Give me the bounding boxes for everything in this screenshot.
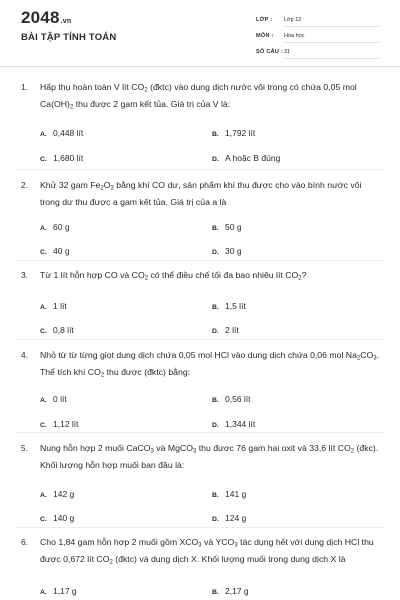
text-run: 1,5 lít <box>225 301 246 311</box>
text-run: 1,344 lít <box>225 419 256 429</box>
text-run: 30 g <box>225 246 242 256</box>
subscript: 2 <box>69 104 74 111</box>
question-divider <box>17 432 383 433</box>
answer-option-a[interactable] <box>40 222 70 232</box>
option-letter: D. <box>212 516 219 523</box>
answer-option-b[interactable] <box>212 128 255 138</box>
subscript: 3 <box>192 448 197 455</box>
option-letter: B. <box>212 492 219 499</box>
subscript: 2 <box>100 185 104 192</box>
text-run: tác dụng hết với dung dịch HCl thu được 0,672 lít CO <box>40 537 374 564</box>
subscript: 3 <box>234 542 238 549</box>
option-letter: C. <box>40 249 47 256</box>
option-text <box>53 586 77 596</box>
option-text <box>53 222 70 232</box>
option-text <box>225 246 242 256</box>
text-run: (đkc). Khối lượng hỗn hợp muối ban đầu là: <box>40 443 379 470</box>
subscript: 3 <box>110 185 114 192</box>
text-run: 2 lít <box>225 325 239 335</box>
site-logo[interactable] <box>21 8 71 28</box>
text-run: 140 g <box>53 513 75 523</box>
answer-option-b[interactable] <box>212 301 246 311</box>
answer-option-a[interactable] <box>40 301 67 311</box>
question-number: 2. <box>21 180 28 190</box>
answer-option-c[interactable] <box>40 419 79 429</box>
question-text <box>40 347 380 381</box>
option-text <box>53 246 70 256</box>
question-number: 4. <box>21 350 28 360</box>
text-run: bằng khí CO dư, sản phẩm khí thu được cho vào bình nước vôi trong dư thu được a gam kết tủa. Giá trị của a là <box>40 180 362 207</box>
answer-option-a[interactable] <box>40 394 67 404</box>
option-letter: C. <box>40 328 47 335</box>
text-run: và MgCO <box>153 443 193 453</box>
text-run: thu được 76 gam hai oxit và 33,6 lít CO <box>196 443 351 453</box>
option-text <box>53 513 74 523</box>
document-title: BÀI TẬP TÍNH TOÁN <box>21 32 117 43</box>
question-text <box>40 79 380 113</box>
option-letter: C. <box>40 156 47 163</box>
text-run: 1,12 lít <box>53 419 79 429</box>
meta-row-subject <box>256 30 380 46</box>
document-header <box>0 0 400 66</box>
option-text <box>225 222 242 232</box>
text-run: 60 g <box>53 222 70 232</box>
answer-option-a[interactable] <box>40 128 83 138</box>
option-letter: B. <box>212 304 219 311</box>
answer-option-b[interactable] <box>212 586 249 596</box>
answer-option-d[interactable] <box>212 325 239 335</box>
option-letter: A. <box>40 131 47 138</box>
meta-row-count <box>256 46 380 62</box>
subscript: 2 <box>109 559 113 566</box>
question-number: 3. <box>21 270 28 280</box>
subscript: 3 <box>150 448 154 455</box>
question-divider <box>17 527 383 528</box>
text-run: . Thể tích khí CO <box>40 350 380 377</box>
answer-option-c[interactable] <box>40 246 70 256</box>
answer-option-a[interactable] <box>40 489 74 499</box>
option-text <box>225 301 246 311</box>
text-run: thu được (đktc) bằng: <box>104 367 191 377</box>
option-text <box>225 586 249 596</box>
option-text <box>225 153 280 163</box>
question-divider <box>17 260 383 261</box>
header-divider <box>0 66 400 67</box>
option-letter: D. <box>212 156 219 163</box>
text-run: 1,792 lít <box>225 128 256 138</box>
option-letter: D. <box>212 328 219 335</box>
text-run: Cho 1,84 gam hỗn hợp 2 muối gồm XCO <box>40 537 199 547</box>
logo-suffix: .vn <box>60 18 72 25</box>
option-letter: B. <box>212 397 219 404</box>
question-text <box>40 534 380 568</box>
meta-underline <box>283 58 380 59</box>
subscript: 2 <box>100 372 105 379</box>
answer-option-b[interactable] <box>212 394 251 404</box>
meta-value: 31 <box>284 49 291 55</box>
text-run: 1,680 lít <box>53 153 84 163</box>
option-text <box>53 128 83 138</box>
meta-value: Hóa học <box>284 33 305 39</box>
text-run: 0,56 lít <box>225 394 251 404</box>
subscript: 3 <box>373 355 377 362</box>
option-text <box>53 394 67 404</box>
text-run: 40 g <box>53 246 70 256</box>
text-run: Nhỏ từ từ từng giọt dung dịch chứa 0,05 mol HCl vào dung dịch chứa 0,06 mol Na <box>40 350 357 360</box>
subscript: 2 <box>144 87 148 94</box>
text-run: ? <box>301 270 307 280</box>
option-text <box>225 489 246 499</box>
text-run: Khử 32 gam Fe <box>40 180 101 190</box>
subscript: 3 <box>198 542 202 549</box>
meta-row-class <box>256 14 380 30</box>
answer-option-d[interactable] <box>212 419 255 429</box>
option-letter: B. <box>212 131 219 138</box>
option-text <box>225 325 239 335</box>
option-letter: D. <box>212 249 219 256</box>
option-text <box>225 419 255 429</box>
answer-option-c[interactable] <box>40 513 74 523</box>
question-text <box>40 177 380 211</box>
option-letter: A. <box>40 304 47 311</box>
question-text <box>40 267 380 284</box>
text-run: 2,17 g <box>225 586 249 596</box>
answer-option-b[interactable] <box>212 222 242 232</box>
option-text <box>53 325 74 335</box>
option-text <box>53 419 79 429</box>
text-run: A hoặc B đúng <box>225 153 281 163</box>
text-run: 1 lít <box>53 301 67 311</box>
meta-underline <box>283 42 380 43</box>
meta-key: LỚP : <box>256 17 273 23</box>
option-letter: B. <box>212 225 219 232</box>
text-run: 124 g <box>225 513 247 523</box>
answer-option-d[interactable] <box>212 246 242 256</box>
option-text <box>53 489 74 499</box>
question-divider <box>17 339 383 340</box>
option-letter: A. <box>40 589 47 596</box>
subscript: 2 <box>144 275 149 282</box>
text-run: 0,8 lít <box>53 325 74 335</box>
meta-value: Lớp 12 <box>284 17 302 23</box>
text-run: O <box>103 180 111 190</box>
logo-number: 2048 <box>21 8 60 27</box>
question-number: 1. <box>21 82 28 92</box>
text-run: 50 g <box>225 222 242 232</box>
meta-underline <box>283 26 380 27</box>
text-run: Từ 1 lít hỗn hợp CO và CO <box>40 270 145 280</box>
option-letter: D. <box>212 422 219 429</box>
text-run: có thể điều chế tối đa bao nhiêu lít CO <box>148 270 299 280</box>
subscript: 2 <box>298 275 302 282</box>
text-run: (đktc) vào dung dịch nước vôi trong có chứa 0,05 mol Ca(OH) <box>40 82 357 109</box>
answer-option-b[interactable] <box>212 489 246 499</box>
question-number: 6. <box>21 537 28 547</box>
option-letter: A. <box>40 225 47 232</box>
option-letter: A. <box>40 397 47 404</box>
question-number: 5. <box>21 443 28 453</box>
option-text <box>53 301 67 311</box>
question-text <box>40 440 380 474</box>
text-run: Hấp thụ hoàn toàn V lít CO <box>40 82 145 92</box>
text-run: 1,17 g <box>53 586 77 596</box>
option-text <box>225 128 255 138</box>
option-letter: A. <box>40 492 47 499</box>
answer-option-d[interactable] <box>212 153 280 163</box>
meta-key: SỐ CÂU : <box>256 49 284 55</box>
text-run: thu được 2 gam kết tủa. Giá trị của V là: <box>73 99 231 109</box>
answer-option-a[interactable] <box>40 586 77 596</box>
text-run: 142 g <box>53 489 75 499</box>
answer-option-c[interactable] <box>40 153 83 163</box>
document-meta <box>256 14 380 62</box>
meta-key: MÔN : <box>256 33 274 39</box>
option-letter: C. <box>40 422 47 429</box>
text-run: CO <box>360 350 374 360</box>
option-letter: B. <box>212 589 219 596</box>
text-run: 141 g <box>225 489 247 499</box>
text-run: (đktc) và dung dịch X. Khối lượng muối trong dung dịch X là <box>112 554 346 564</box>
option-letter: C. <box>40 516 47 523</box>
answer-option-d[interactable] <box>212 513 246 523</box>
text-run: 0 lít <box>53 394 67 404</box>
question-divider <box>17 169 383 170</box>
subscript: 2 <box>356 355 361 362</box>
text-run: và YCO <box>201 537 235 547</box>
text-run: Nung hỗn hợp 2 muối CaCO <box>40 443 151 453</box>
option-text <box>53 153 83 163</box>
option-text <box>225 513 246 523</box>
option-text <box>225 394 251 404</box>
text-run: 0,448 lít <box>53 128 84 138</box>
answer-option-c[interactable] <box>40 325 74 335</box>
subscript: 2 <box>350 448 355 455</box>
